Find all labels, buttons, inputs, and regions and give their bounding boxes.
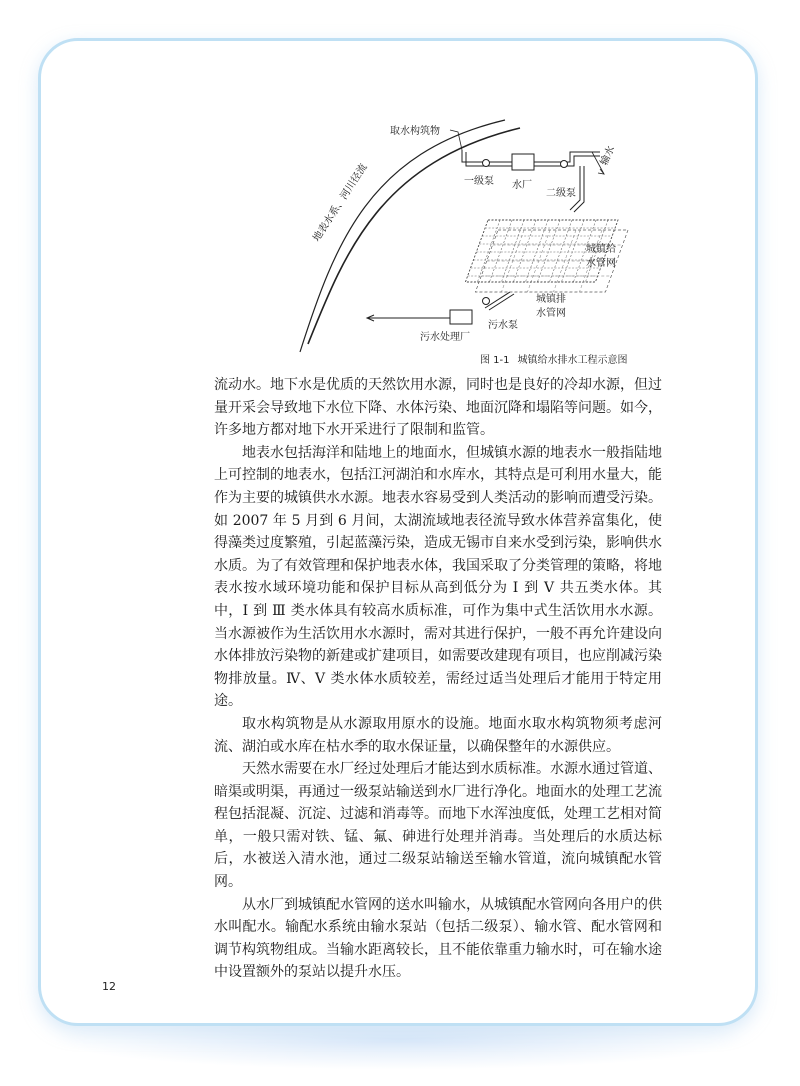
supply-net-label-1: 城镇给: [586, 244, 616, 255]
pump2-symbol: [561, 161, 568, 168]
supply-net-label-2: 水管网: [586, 258, 616, 269]
paragraph: 从水厂到城镇配水管网的送水叫输水，从城镇配水管网向各用户的供水叫配水。输配水系统由输水泵站（包括二级泵）、输水管、配水管网和调节构筑物组成。当输水距离较长，且不能依靠重力输水时，可在输水途中设置额外的泵站以提升水压。: [214, 896, 662, 981]
sewage-plant-label: 污水处理厂: [420, 332, 470, 343]
sewage-plant-box: [450, 310, 472, 324]
pump1-symbol: [483, 160, 490, 167]
plant-box: [512, 154, 534, 170]
figure-number: 图 1-1: [480, 355, 510, 366]
pump2-label: 二级泵: [546, 188, 576, 199]
transmission-arrow-head: [598, 169, 604, 174]
paragraph: 地表水包括海洋和陆地上的地面水，但城镇水源的地表水一般指陆地上可控制的地表水，包括江河湖泊和水库水，其特点是可利用水量大，能作为主要的城镇供水水源。地表水容易受到人类活动的影响而遭受污染。如 2007 年 5 月到 6 月间，太湖流域地表径流导致水体营养富集化，使得藻类过度繁殖，引起蓝藻污染，造成无锡市自来水受到污染，影响供水水质。为了有效管理和保护地表水体，我国采取了分类管理的策略，将地表水按水域环境功能和保护目标从高到低分为 Ⅰ 到 Ⅴ 共五类水体。其中，Ⅰ 到 Ⅲ 类水体具有较高水质标准，可作为集中式生活饮用水水源。当水源被作为生活饮用水水源时，需对其进行保护，一般不再允许建设向水体排放污染物的新建或扩建项目，如需要改建现有项目，也应削减污染物排放量。Ⅳ、Ⅴ 类水体水质较差，需经过适当处理后才能用于特定用途。: [214, 444, 662, 710]
page-number: 12: [102, 980, 116, 993]
figure-title: 城镇给水排水工程示意图: [517, 355, 628, 366]
water-system-diagram: [240, 112, 680, 377]
river-bank-outer: [300, 120, 505, 352]
paragraph: 天然水需要在水厂经过处理后才能达到水质标准。水源水通过管道、暗渠或明渠，再通过一级泵站输送到水厂进行净化。地面水的处理工艺流程包括混凝、沉淀、过滤和消毒等。而地下水浑浊度低，处理工艺相对简单，一般只需对铁、锰、氟、砷进行处理并消毒。当处理后的水质达标后，水被送入清水池，通过二级泵站输送至输水管道，流向城镇配水管网。: [214, 761, 662, 891]
paragraph: 流动水。地下水是优质的天然饮用水源，同时也是良好的冷却水源，但过量开采会导致地下水位下降、水体污染、地面沉降和塌陷等问题。如今，许多地方都对地下水开采进行了限制和监管。: [214, 377, 662, 439]
drain-net-label-2: 水管网: [536, 308, 566, 319]
river-label: 地表水系、河川径流: [311, 162, 370, 244]
plant-label: 水厂: [512, 180, 532, 191]
sewage-pump-label: 污水泵: [488, 320, 518, 331]
drain-net-label-1: 城镇排: [536, 294, 566, 305]
body-text: [214, 374, 662, 984]
intake-leader: [450, 130, 462, 150]
drain-pipe-b: [489, 294, 514, 310]
paragraph: 取水构筑物是从水源取用原水的设施。地面水取水构筑物须考虑河流、湖泊或水库在枯水季的取水保证量，以确保整年的水源供应。: [214, 715, 662, 755]
intake-label: 取水构筑物: [390, 126, 440, 137]
figure-caption: [480, 351, 628, 366]
transmission-label: 输水: [598, 144, 618, 168]
sewage-pump-symbol: [483, 298, 490, 305]
pump1-label: 一级泵: [464, 176, 494, 187]
pipe-to-pump2-a: [534, 152, 600, 162]
